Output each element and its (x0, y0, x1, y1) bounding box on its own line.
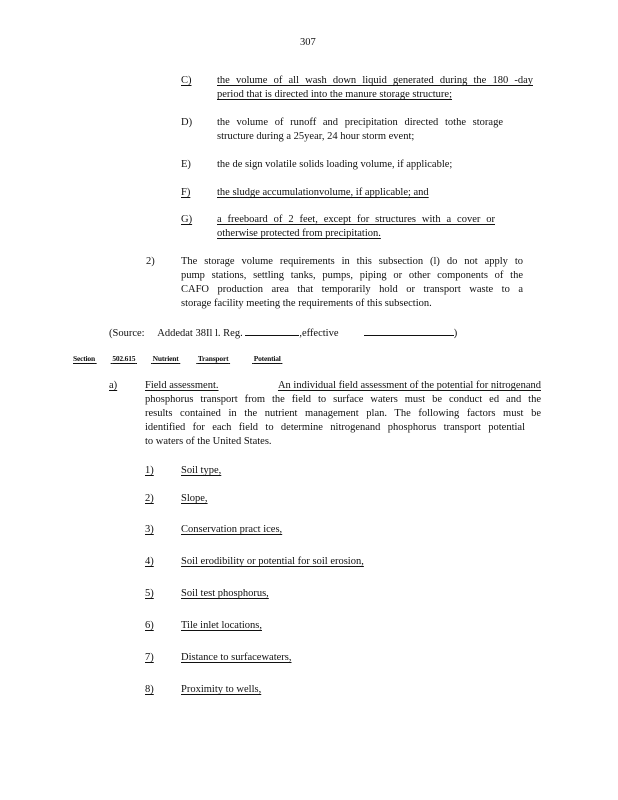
field-assessment-heading: Field assessment. (145, 380, 219, 391)
text-line: CAFO production area that temporarily hold or transport waste to a (181, 284, 523, 295)
text-line: results contained in the nutrient management plan. The following factors must be (145, 408, 541, 419)
item-label: D) (181, 117, 193, 128)
factor-label: 2) (145, 493, 154, 504)
factor-label: 6) (145, 620, 154, 631)
factor-text: Tile inlet locations, (181, 620, 262, 631)
item-label: C) (181, 75, 192, 86)
page-number: 307 (300, 37, 316, 48)
text-line: the volume of runoff and precipitation directed tothe storage (217, 117, 503, 128)
item-label: E) (181, 159, 191, 170)
text-line: pump stations, settling tanks, pumps, piping or other components of the (181, 270, 523, 281)
text-line (145, 379, 541, 393)
factor-text: Proximity to wells, (181, 684, 262, 695)
register-page-blank (245, 324, 299, 336)
item-text (181, 255, 523, 311)
text-line: The storage volume requirements in this subsection (l) do not apply to (181, 256, 523, 267)
text-line: a freeboard of 2 feet, except for structures with a cover or (217, 214, 495, 225)
section-title-word: Potential (253, 354, 281, 363)
source-effective: ,effective (299, 328, 339, 339)
factor-text: Soil type, (181, 465, 222, 476)
text-line: to waters of the United States. (145, 436, 272, 447)
item-text (145, 379, 541, 449)
section-label: Section (73, 354, 95, 363)
text-line: structure during a 25year, 24 hour storm event; (217, 131, 415, 142)
item-label: G) (181, 214, 193, 225)
text-line: otherwise protected from precipitation. (217, 228, 381, 239)
factor-text: Soil test phosphorus, (181, 588, 269, 599)
text-line: An individual field assessment of the potential for nitrogenand (277, 380, 541, 391)
item-text (217, 213, 495, 241)
source-suffix: ) (453, 328, 458, 339)
factor-text: Soil erodibility or potential for soil erosion, (181, 556, 364, 567)
factor-text: Slope, (181, 493, 208, 504)
factor-label: 7) (145, 652, 154, 663)
text-line: the volume of all wash down liquid generated during the 180 -day (217, 75, 533, 86)
item-text: the de sign volatile solids loading volume, if applicable; (217, 159, 453, 170)
factor-text: Distance to surfacewaters, (181, 652, 292, 663)
text-line: period that is directed into the manure storage structure; (217, 89, 453, 100)
item-text (217, 116, 503, 144)
text-line: identified for each field to determine nitrogenand phosphorus transport potential (145, 422, 525, 433)
factor-label: 3) (145, 524, 154, 535)
factor-text: Conservation pract ices, (181, 524, 283, 535)
text-line: phosphorus transport from the field to surface waters must be conduct ed and the (145, 394, 541, 405)
text-line: storage facility meeting the requirements of this subsection. (181, 298, 432, 309)
item-label: F) (181, 187, 191, 198)
item-text (217, 74, 533, 102)
section-title-word: Transport (197, 354, 229, 363)
item-label: a) (109, 380, 118, 391)
factor-label: 5) (145, 588, 154, 599)
effective-date-blank (364, 324, 454, 336)
source-text: Addedat 38Il l. Reg. (157, 328, 243, 339)
factor-label: 8) (145, 684, 154, 695)
factor-label: 1) (145, 465, 154, 476)
source-note (109, 324, 457, 341)
item-text: the sludge accumulationvolume, if applicable; and (217, 187, 429, 198)
section-number: 502.615 (112, 354, 136, 363)
factor-label: 4) (145, 556, 154, 567)
source-prefix: (Source: (109, 328, 145, 339)
section-title-word: Nutrient (152, 354, 179, 363)
item-label: 2) (146, 256, 155, 267)
section-heading (73, 352, 306, 366)
